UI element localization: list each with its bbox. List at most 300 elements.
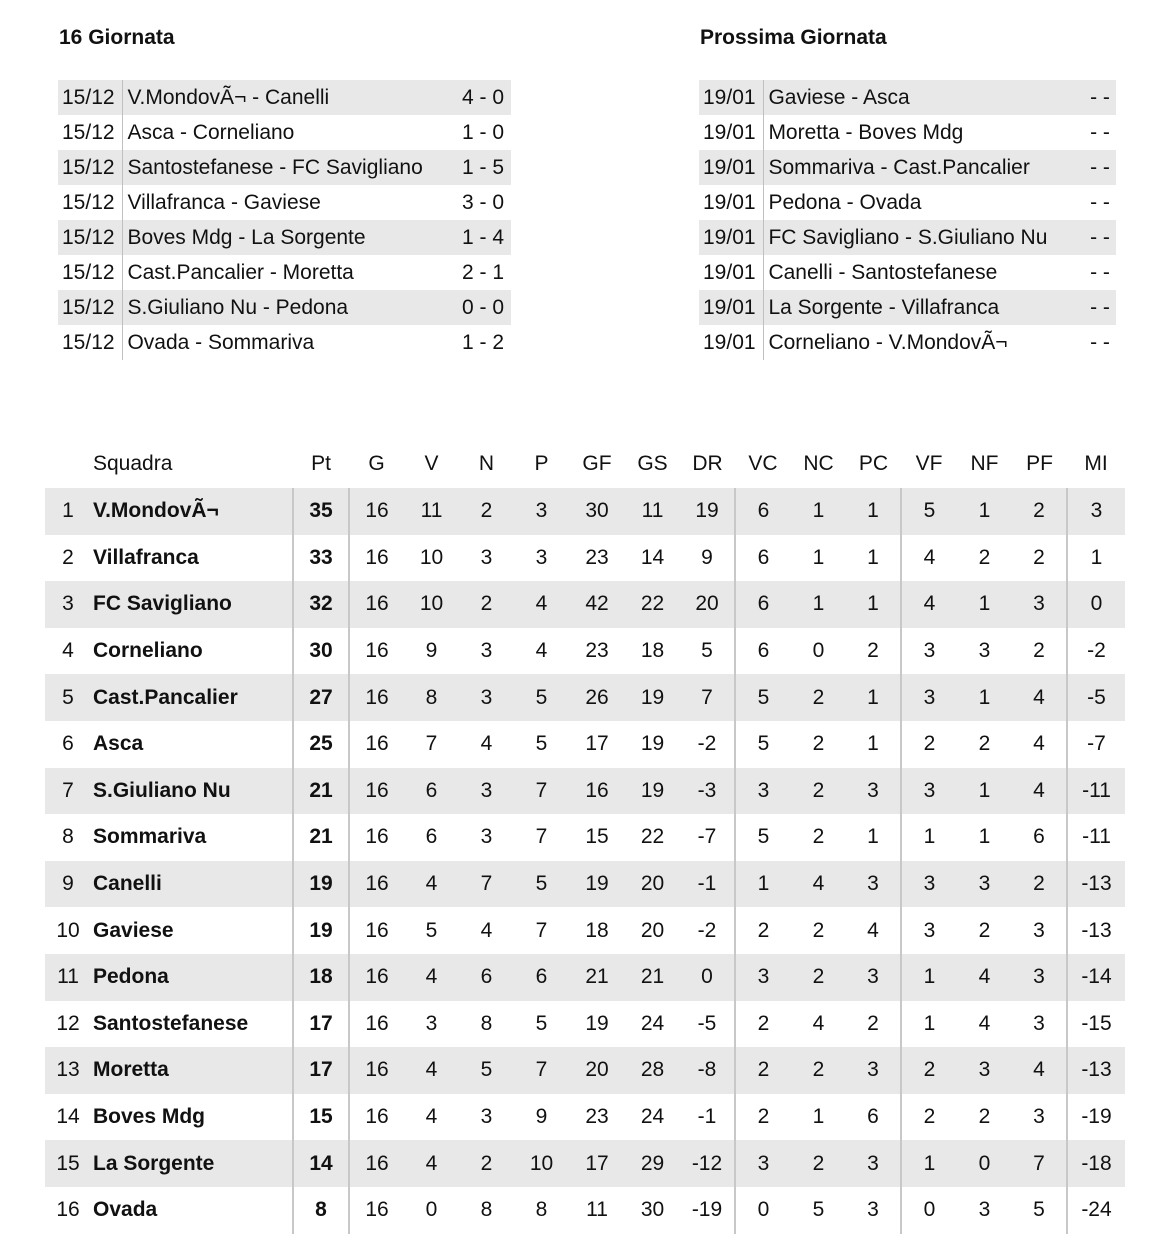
cell-home-won: 6 [735, 535, 791, 582]
cell-mi: -2 [1067, 628, 1125, 675]
cell-home-lost: 1 [867, 825, 879, 849]
cell-goals-against: 24 [640, 1011, 665, 1035]
cell-home-lost: 3 [846, 1140, 901, 1187]
fixture-score: - - [1090, 120, 1110, 144]
fixture-row [58, 220, 511, 255]
cell-home-drawn: 2 [791, 1047, 846, 1094]
cell-mi: -13 [1067, 861, 1125, 908]
standings-row [45, 1047, 1125, 1094]
cell-position: 15 [45, 1140, 91, 1187]
fixture-score: 4 - 0 [456, 80, 511, 115]
cell-away-lost: 4 [1012, 1047, 1067, 1094]
fixture-row [58, 150, 511, 185]
cell-lost: 5 [514, 861, 569, 908]
cell-goals-for: 21 [569, 954, 625, 1001]
header-lost: P [534, 452, 549, 475]
cell-drawn: 2 [459, 1140, 514, 1187]
cell-away-lost: 4 [1012, 674, 1067, 721]
cell-goal-difference: -12 [680, 1140, 735, 1187]
cell-goals-for: 26 [569, 674, 625, 721]
cell-goal-difference: -1 [680, 861, 735, 908]
cell-away-lost: 3 [1033, 1105, 1045, 1129]
cell-goals-for: 20 [569, 1047, 625, 1094]
cell-home-won: 3 [735, 954, 791, 1001]
fixture-date: 15/12 [58, 220, 123, 255]
cell-points: 30 [293, 628, 349, 675]
cell-home-won: 5 [735, 814, 791, 861]
cell-played: 16 [349, 674, 404, 721]
fixture-score: 1 - 5 [456, 150, 511, 185]
cell-away-lost: 4 [1012, 768, 1067, 815]
cell-won: 5 [425, 918, 438, 942]
cell-goal-difference: -5 [697, 1011, 717, 1035]
cell-drawn: 3 [480, 825, 493, 849]
header-mi: MI [1084, 452, 1108, 475]
fixture-score: - - [1090, 330, 1110, 354]
cell-away-drawn: 2 [978, 918, 991, 942]
cell-away-drawn: 1 [978, 825, 991, 849]
standings-row [45, 488, 1125, 535]
cell-won: 8 [404, 674, 459, 721]
cell-home-lost: 2 [867, 1011, 879, 1035]
cell-away-lost: 5 [1033, 1198, 1045, 1222]
cell-position: 1 [45, 488, 91, 535]
cell-away-lost: 2 [1033, 545, 1045, 569]
header-home-drawn: NC [803, 452, 834, 475]
cell-team: Moretta [91, 1047, 293, 1094]
cell-team: Boves Mdg [93, 1105, 206, 1129]
cell-lost: 5 [514, 674, 569, 721]
cell-away-lost: 3 [1033, 1011, 1045, 1035]
cell-team: Sommariva [93, 825, 207, 849]
cell-away-won: 1 [901, 1140, 957, 1187]
cell-away-drawn: 3 [957, 1047, 1012, 1094]
cell-away-lost: 2 [1012, 861, 1067, 908]
header-played: G [368, 452, 385, 475]
cell-home-lost: 1 [867, 732, 879, 756]
cell-points: 19 [293, 861, 349, 908]
cell-away-lost: 2 [1012, 488, 1067, 535]
cell-team: Corneliano [93, 639, 203, 663]
cell-goal-difference: -2 [697, 732, 717, 756]
fixture-date: 19/01 [699, 185, 764, 220]
fixture-row [699, 325, 1116, 360]
fixture-score: 1 - 4 [456, 220, 511, 255]
standings-row [45, 1187, 1125, 1234]
cell-goal-difference: 19 [680, 488, 735, 535]
cell-team: La Sorgente [91, 1140, 293, 1187]
fixture-teams: Santostefanese - FC Savigliano [123, 150, 456, 185]
cell-away-won: 2 [901, 721, 957, 768]
cell-team: Gaviese [93, 918, 174, 942]
cell-played: 16 [349, 814, 404, 861]
cell-mi: 0 [1067, 581, 1125, 628]
fixture-date: 15/12 [58, 80, 123, 115]
cell-home-drawn: 1 [791, 581, 846, 628]
cell-position: 16 [56, 1198, 80, 1222]
cell-away-won: 5 [901, 488, 957, 535]
cell-goals-against: 30 [640, 1198, 665, 1222]
cell-goals-for: 23 [585, 1105, 609, 1129]
cell-home-won: 3 [735, 768, 791, 815]
cell-lost: 7 [514, 1047, 569, 1094]
fixture-teams: Villafranca - Gaviese [127, 190, 321, 214]
standings-row [45, 814, 1125, 861]
cell-away-drawn: 1 [957, 674, 1012, 721]
fixture-row [699, 80, 1116, 115]
cell-position: 5 [45, 674, 91, 721]
cell-played: 16 [349, 1140, 404, 1187]
cell-position: 11 [45, 954, 91, 1001]
header-goals-against: GS [637, 452, 668, 475]
cell-goals-against: 29 [625, 1140, 680, 1187]
cell-goals-against: 19 [625, 674, 680, 721]
cell-points: 19 [293, 907, 349, 954]
cell-home-lost: 1 [846, 581, 901, 628]
cell-away-drawn: 3 [957, 861, 1012, 908]
cell-home-drawn: 2 [791, 954, 846, 1001]
fixture-row [58, 325, 511, 360]
cell-home-lost: 1 [846, 488, 901, 535]
cell-won: 4 [404, 954, 459, 1001]
standings-body [45, 488, 1125, 1234]
cell-drawn: 5 [459, 1047, 514, 1094]
cell-position: 9 [45, 861, 91, 908]
cell-away-won: 1 [901, 1001, 957, 1048]
fixture-teams: V.MondovÃ¬ - Canelli [123, 80, 456, 115]
cell-away-won: 2 [901, 1047, 957, 1094]
current-round-title: 16 Giornata [59, 26, 175, 49]
fixture-score: - - [1090, 190, 1110, 214]
header-away-lost: PF [1026, 452, 1053, 475]
cell-mi: -13 [1067, 1047, 1125, 1094]
current-round-results [58, 80, 511, 360]
cell-home-lost: 3 [846, 861, 901, 908]
fixture-row [58, 115, 511, 150]
cell-lost: 3 [535, 545, 548, 569]
cell-lost: 7 [535, 918, 548, 942]
header-position [45, 440, 91, 488]
cell-goal-difference: 0 [680, 954, 735, 1001]
cell-mi: 1 [1067, 535, 1125, 582]
fixture-teams: Cast.Pancalier - Moretta [127, 260, 354, 284]
cell-mi: -7 [1067, 721, 1125, 768]
standings-row [45, 581, 1125, 628]
cell-drawn: 8 [480, 1011, 493, 1035]
fixture-teams: Boves Mdg - La Sorgente [123, 220, 456, 255]
cell-goal-difference: -8 [680, 1047, 735, 1094]
cell-away-lost: 3 [1033, 918, 1045, 942]
cell-played: 16 [349, 1047, 404, 1094]
cell-goals-against: 22 [640, 825, 665, 849]
cell-points: 32 [293, 581, 349, 628]
fixture-row [699, 220, 1116, 255]
cell-drawn: 6 [459, 954, 514, 1001]
fixture-score: 2 - 1 [462, 260, 505, 284]
cell-lost: 7 [514, 768, 569, 815]
cell-away-lost: 6 [1033, 825, 1045, 849]
cell-home-won: 6 [735, 581, 791, 628]
cell-team: FC Savigliano [91, 581, 293, 628]
cell-points: 17 [293, 1001, 349, 1048]
cell-goal-difference: 9 [701, 545, 713, 569]
standings-row [45, 861, 1125, 908]
fixture-date: 19/01 [699, 115, 764, 150]
standings-row [45, 907, 1125, 954]
cell-won: 6 [404, 768, 459, 815]
cell-goals-for: 16 [569, 768, 625, 815]
cell-home-drawn: 5 [812, 1198, 825, 1222]
cell-points: 25 [293, 721, 349, 768]
cell-home-won: 2 [735, 1094, 791, 1141]
cell-goal-difference: -3 [680, 768, 735, 815]
fixture-row [58, 255, 511, 290]
fixture-row [699, 150, 1116, 185]
cell-mi: -24 [1067, 1187, 1125, 1234]
cell-lost: 7 [535, 825, 548, 849]
cell-won: 4 [404, 1140, 459, 1187]
standings-row [45, 1001, 1125, 1048]
cell-away-won: 3 [901, 674, 957, 721]
fixture-teams: Pedona - Ovada [768, 190, 922, 214]
cell-home-drawn: 2 [812, 732, 825, 756]
cell-points: 8 [293, 1187, 349, 1234]
cell-home-lost: 4 [867, 918, 879, 942]
cell-home-lost: 6 [867, 1105, 879, 1129]
cell-won: 9 [425, 639, 438, 663]
cell-position: 8 [62, 825, 74, 849]
cell-team: Canelli [91, 861, 293, 908]
cell-away-lost: 3 [1012, 954, 1067, 1001]
cell-away-drawn: 3 [978, 639, 991, 663]
cell-home-won: 0 [735, 1187, 791, 1234]
cell-away-drawn: 4 [957, 954, 1012, 1001]
cell-home-drawn: 1 [791, 488, 846, 535]
cell-goals-for: 23 [585, 639, 609, 663]
fixture-score: 1 - 2 [462, 330, 505, 354]
cell-home-won: 2 [735, 907, 791, 954]
cell-team: Ovada [93, 1198, 158, 1222]
cell-away-drawn: 2 [978, 1105, 991, 1129]
fixture-teams: FC Savigliano - S.Giuliano Nu [764, 220, 1085, 255]
cell-won: 4 [404, 1047, 459, 1094]
cell-position: 3 [45, 581, 91, 628]
cell-home-drawn: 2 [791, 1140, 846, 1187]
cell-goals-against: 22 [625, 581, 680, 628]
cell-lost: 3 [514, 488, 569, 535]
cell-points: 14 [293, 1140, 349, 1187]
cell-away-won: 1 [901, 814, 957, 861]
cell-goal-difference: -19 [691, 1198, 723, 1222]
fixture-date: 15/12 [58, 325, 123, 360]
fixture-row [699, 115, 1116, 150]
fixture-score: 0 - 0 [456, 290, 511, 325]
next-round-title: Prossima Giornata [700, 26, 887, 49]
cell-home-won: 2 [735, 1001, 791, 1048]
cell-played: 16 [349, 907, 404, 954]
fixture-score: 1 - 0 [462, 120, 505, 144]
cell-drawn: 3 [480, 1105, 493, 1129]
cell-team: Pedona [91, 954, 293, 1001]
standings-table [45, 440, 1125, 1234]
cell-goals-against: 20 [625, 861, 680, 908]
cell-position: 6 [62, 732, 74, 756]
header-goals-for: GF [582, 452, 612, 475]
cell-points: 15 [293, 1094, 349, 1141]
cell-away-won: 3 [901, 768, 957, 815]
fixture-date: 19/01 [699, 80, 764, 115]
fixture-teams: La Sorgente - Villafranca [764, 290, 1085, 325]
cell-lost: 6 [514, 954, 569, 1001]
cell-home-lost: 2 [867, 639, 879, 663]
standings-row [45, 1094, 1125, 1141]
fixture-date: 19/01 [699, 290, 764, 325]
header-drawn: N [478, 452, 495, 475]
fixture-teams: Corneliano - V.MondovÃ¬ [768, 330, 1008, 354]
cell-team: Villafranca [93, 545, 199, 569]
cell-points: 35 [293, 488, 349, 535]
standings-row [45, 721, 1125, 768]
standings-row [45, 1140, 1125, 1187]
cell-team: Santostefanese [93, 1011, 249, 1035]
fixture-row [58, 290, 511, 325]
standings-row [45, 954, 1125, 1001]
cell-drawn: 4 [480, 918, 493, 942]
cell-points: 33 [293, 535, 349, 582]
cell-away-drawn: 4 [978, 1011, 991, 1035]
header-away-won: VF [915, 452, 943, 475]
cell-played: 16 [349, 861, 404, 908]
cell-home-drawn: 1 [812, 545, 825, 569]
cell-goals-for: 15 [585, 825, 609, 849]
cell-position: 2 [62, 545, 74, 569]
cell-home-drawn: 2 [791, 768, 846, 815]
cell-won: 4 [425, 1105, 438, 1129]
fixture-teams: Canelli - Santostefanese [768, 260, 998, 284]
cell-goals-for: 17 [569, 1140, 625, 1187]
fixture-date: 19/01 [699, 325, 764, 360]
fixture-teams: Sommariva - Cast.Pancalier [764, 150, 1085, 185]
cell-away-lost: 4 [1033, 732, 1045, 756]
cell-goal-difference: -7 [697, 825, 717, 849]
cell-won: 10 [404, 581, 459, 628]
cell-away-drawn: 0 [957, 1140, 1012, 1187]
header-won: V [424, 452, 439, 475]
cell-home-drawn: 0 [812, 639, 825, 663]
cell-home-drawn: 2 [812, 918, 825, 942]
cell-lost: 5 [535, 732, 548, 756]
standings-row [45, 628, 1125, 675]
cell-team: Cast.Pancalier [91, 674, 293, 721]
fixture-teams: Ovada - Sommariva [127, 330, 315, 354]
cell-away-won: 4 [901, 581, 957, 628]
cell-away-lost: 7 [1012, 1140, 1067, 1187]
cell-lost: 4 [514, 581, 569, 628]
fixture-date: 15/12 [58, 255, 123, 290]
fixture-row [699, 290, 1116, 325]
cell-away-won: 0 [901, 1187, 957, 1234]
cell-points: 21 [293, 814, 349, 861]
header-away-drawn: NF [970, 452, 999, 475]
header-goal-difference: DR [692, 452, 723, 475]
header-team: Squadra [93, 452, 173, 475]
cell-home-won: 2 [735, 1047, 791, 1094]
cell-goal-difference: -2 [697, 918, 717, 942]
header-points: Pt [311, 452, 331, 475]
cell-goals-for: 17 [585, 732, 609, 756]
cell-goal-difference: -1 [697, 1105, 717, 1129]
cell-home-won: 3 [735, 1140, 791, 1187]
fixture-date: 15/12 [58, 290, 123, 325]
cell-away-drawn: 1 [957, 581, 1012, 628]
fixture-score: - - [1085, 220, 1116, 255]
cell-played: 16 [349, 581, 404, 628]
fixture-teams: S.Giuliano Nu - Pedona [123, 290, 456, 325]
cell-played: 16 [349, 768, 404, 815]
fixture-teams: Gaviese - Asca [764, 80, 1085, 115]
fixture-row [58, 185, 511, 220]
cell-position: 12 [56, 1011, 80, 1035]
fixture-date: 19/01 [699, 150, 764, 185]
cell-lost: 10 [514, 1140, 569, 1187]
fixture-score: - - [1085, 150, 1116, 185]
cell-goals-for: 18 [585, 918, 609, 942]
cell-mi: 3 [1067, 488, 1125, 535]
cell-goal-difference: 20 [680, 581, 735, 628]
cell-mi: -13 [1067, 907, 1125, 954]
cell-points: 21 [293, 768, 349, 815]
cell-played: 16 [349, 488, 404, 535]
cell-away-drawn: 1 [957, 768, 1012, 815]
cell-drawn: 2 [459, 488, 514, 535]
cell-drawn: 2 [459, 581, 514, 628]
cell-home-drawn: 4 [791, 861, 846, 908]
standings-header-row [45, 440, 1125, 488]
cell-goals-for: 19 [585, 1011, 609, 1035]
cell-team: Asca [93, 732, 144, 756]
cell-won: 11 [404, 488, 459, 535]
cell-played: 16 [349, 1001, 404, 1048]
fixture-date: 19/01 [699, 220, 764, 255]
next-round-fixtures-body [699, 80, 1116, 360]
cell-position: 13 [45, 1047, 91, 1094]
current-round-results-body [58, 80, 511, 360]
cell-home-drawn: 1 [812, 1105, 825, 1129]
cell-away-lost: 2 [1033, 639, 1045, 663]
fixture-date: 15/12 [58, 150, 123, 185]
cell-away-won: 2 [901, 1094, 957, 1141]
cell-played: 16 [349, 1187, 404, 1234]
cell-away-won: 1 [901, 954, 957, 1001]
cell-position: 7 [45, 768, 91, 815]
header-home-lost: PC [858, 452, 889, 475]
cell-home-won: 1 [735, 861, 791, 908]
cell-mi: -11 [1067, 768, 1125, 815]
cell-lost: 9 [535, 1105, 548, 1129]
fixture-row [699, 255, 1116, 290]
cell-home-drawn: 4 [812, 1011, 825, 1035]
cell-goals-for: 19 [569, 861, 625, 908]
cell-played: 16 [349, 628, 404, 675]
cell-home-won: 5 [735, 674, 791, 721]
cell-points: 17 [293, 1047, 349, 1094]
cell-mi: -19 [1067, 1094, 1125, 1141]
cell-away-drawn: 3 [978, 1198, 991, 1222]
cell-away-drawn: 1 [957, 488, 1012, 535]
cell-lost: 4 [535, 639, 548, 663]
cell-goals-against: 21 [625, 954, 680, 1001]
fixture-date: 19/01 [699, 255, 764, 290]
